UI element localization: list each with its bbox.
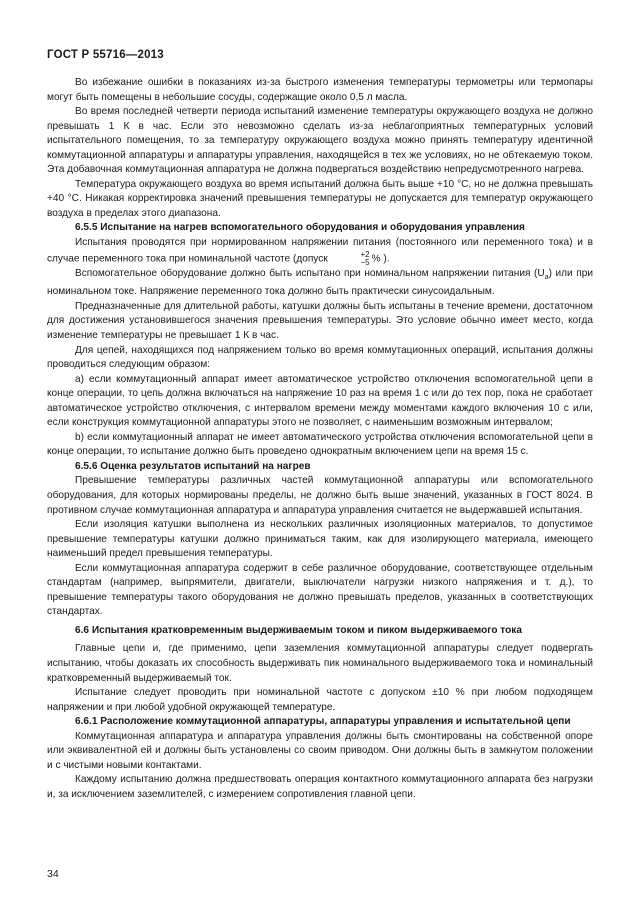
tolerance-tail: % ).	[371, 253, 390, 265]
paragraph: Для цепей, находящихся под напряжением только во время коммутационных операций, испытания должны проводиться следующим образом:	[47, 344, 593, 371]
list-item-b: b) если коммутационный аппарат не имеет автоматического устройства отключения вспомогательной цепи в конце операции, то испытание должно быть проведено однократным включением цепи на время 15 с.	[47, 431, 593, 458]
paragraph-voltage	[47, 267, 593, 300]
document-body	[47, 76, 593, 802]
paragraph-text: Вспомогательное оборудование должно быть испытано при номинальном напряжении питания (U	[75, 267, 545, 279]
paragraph: Каждому испытанию должна предшествовать операция контактного коммутационного аппарата без нагрузки и, за исключением заземлителей, с измерением сопротивления главной цепи.	[47, 774, 593, 800]
section-heading-6-5-6: 6.5.6 Оценка результатов испытаний на нагрев	[75, 460, 311, 472]
voltage-subscript: a	[544, 273, 549, 281]
page-number: 34	[47, 868, 59, 880]
paragraph: Температура окружающего воздуха во время испытаний должна быть выше +10 °С, но не должна превышать +40 °С. Никакая корректировка значений превышения температуры не допускается для температур окружающего воздуха в пределах этого диапазона.	[47, 178, 593, 219]
paragraph: Если коммутационная аппаратура содержит в себе различное оборудование, соответствующее отдельным стандартам (например, выпрямители, двигатели, выключатели нагрузки низкого напряжения и т. д.), то превышение температуры такого оборудования не должно превышать пределов, указанных в соответствующих стандартах.	[47, 562, 593, 618]
paragraph-text-tail: ) или при номинальном токе. Напряжение переменного тока должно быть практически синусоидальным.	[47, 267, 593, 298]
paragraph: Во время последней четверти периода испытаний изменение температуры окружающего воздуха не должно превышать 1 К в час. Если это невозможно сделать из-за неблагоприятных температурных условий испытательного помещения, то за температуру окружающего воздуха можно принять температуру идентичной коммутационной аппаратуры и аппаратуры управления, находящейся в тех же условиях, но не обтекаемую током. Эта добавочная коммутационная аппаратура не должна подвергаться воздействию непредусмотренного нагрева.	[47, 106, 593, 176]
tolerance-minus: −5	[360, 257, 370, 267]
paragraph: Предназначенные для длительной работы, катушки должны быть испытаны в течение времени, достаточном для достижения установившегося значения превышения температуры. Это условие обычно имеет место, когда изменение температуры не превышает 1 К в час.	[47, 300, 593, 341]
list-item-a: a) если коммутационный аппарат имеет автоматическое устройство отключения вспомогательной цепи в конце операции, то цепь должна включаться на напряжение 10 раз на время 1 с или до тех пор, пока не сработает автоматическое устройство отключения, с интервалом времени между моментами каждого включения 10 с или, если конструкция коммутационной аппаратуры этого не позволяет, с наименьшим возможным интервалом;	[47, 373, 593, 429]
paragraph: Если изоляция катушки выполнена из нескольких различных изоляционных материалов, то допустимое превышение температуры катушки должно приниматься таким, как для изолирующего материала, имеющего наименьший предел превышения температуры.	[47, 519, 593, 560]
paragraph: Превышение температуры различных частей коммутационной аппаратуры или вспомогательного оборудования, для которых нормированы пределы, не должно быть выше значений, указанных в ГОСТ 8024. В противном случае коммутационная аппаратура и аппаратура управления считается не выдержавшей испытания.	[47, 475, 593, 516]
section-heading-6-6: 6.6 Испытания кратковременным выдерживаемым током и пиком выдерживаемого тока	[75, 624, 522, 636]
paragraph-frequency	[47, 236, 593, 267]
paragraph: Испытание следует проводить при номинальной частоте с допуском ±10 % при любом подходящем напряжении и при любой удобной окружающей температуре.	[47, 687, 593, 713]
section-heading-6-5-5: 6.5.5 Испытание на нагрев вспомогательного оборудования и оборудования управления	[75, 222, 525, 234]
paragraph: Во избежание ошибки в показаниях из-за быстрого изменения температуры термометры или термопары могут быть помещены в небольшие сосуды, содержащие около 0,5 л масла.	[47, 77, 593, 103]
tolerance-plus: +2	[360, 249, 370, 259]
document-header: ГОСТ Р 55716—2013	[47, 49, 164, 61]
section-heading-6-6-1: 6.6.1 Расположение коммутационной аппаратуры, аппаратуры управления и испытательной цепи	[75, 716, 571, 728]
paragraph: Коммутационная аппаратура и аппаратура управления должны быть смонтированы на собственной опоре или эквивалентной ей и должны быть установлены со своим приводом. Они должны быть в замкнутом положении и с чистыми новыми контактами.	[47, 730, 593, 771]
paragraph-text: Испытания проводятся при нормированном напряжении питания (постоянного или переменного тока) и в случае переменного тока при номинальной частоте (допуск	[47, 237, 593, 265]
paragraph: Главные цепи и, где применимо, цепи заземления коммутационной аппаратуры следует подвергать испытанию, чтобы доказать их способность выдерживать пик номинального выдерживаемого тока и номинальный кратковременный выдерживаемый ток.	[47, 643, 593, 684]
tolerance-fraction	[333, 251, 370, 267]
